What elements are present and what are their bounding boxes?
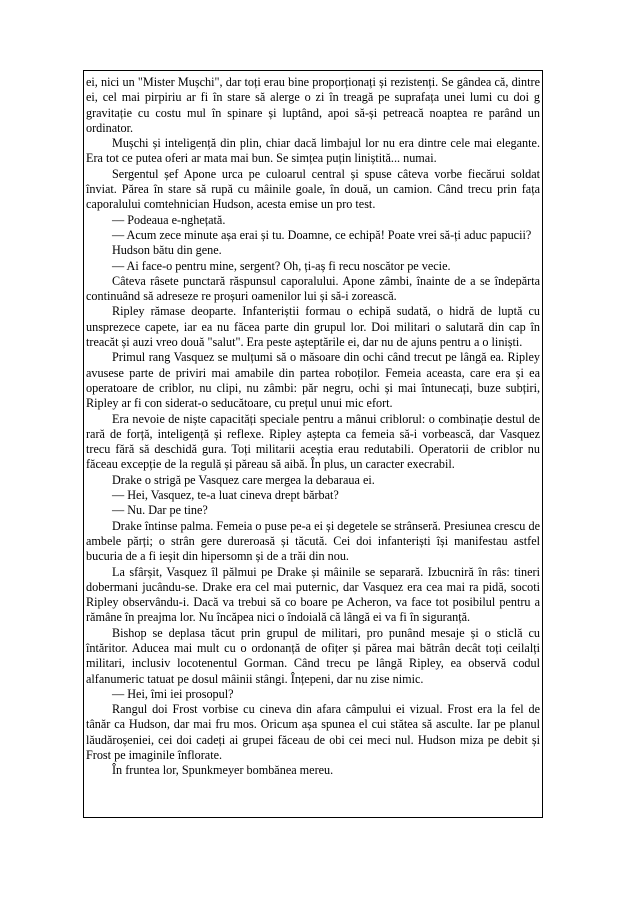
paragraph: În fruntea lor, Spunkmeyer bombănea mereu. bbox=[112, 763, 334, 778]
book-page bbox=[83, 70, 543, 818]
paragraph: Drake o strigă pe Vasquez care mergea la debaraua ei. bbox=[112, 472, 375, 487]
paragraph: Hudson bătu din gene. bbox=[112, 243, 222, 258]
paragraph: Bishop se deplasa tăcut prin grupul de militari, pro punând mesaje și o sticlă cu întăritor. Aducea mai mult cu o ordonanță de ofițer și părea mai bătrân decât toți ceilalți militari, inclusiv locotenentul Gorman. Când trecu pe lângă Ripley, ea observă codul alfanumeric tatuat pe dosul mâinii stângi. Înțepeni, dar nu zise nimic. bbox=[86, 625, 540, 686]
dialogue-line: ― Podeaua e-nghețată. bbox=[112, 212, 226, 227]
paragraph: La sfârșit, Vasquez îl pălmui pe Drake și mâinile se separară. Izbucniră în râs: tineri dobermani jucându-se. Drake era cel mai puternic, dar Vasquez era cea mai ra pidă, socoti Ripley observându-i. Dacă va trebui să co boare pe Acheron, va face tot posibilul pentru a rămâne în preajma lor. Nu încăpea nici o îndoială că lângă ei va fi în siguranță. bbox=[86, 564, 540, 625]
paragraph: Câteva râsete punctară răspunsul caporalului. Apone zâmbi, înainte de a se îndepărta continuând să adreseze re proșuri oamenilor lui și să-i zorească. bbox=[86, 273, 540, 304]
dialogue-line: ― Hei, Vasquez, te-a luat cineva drept bărbat? bbox=[112, 488, 339, 503]
paragraph: ei, nici un "Mister Mușchi", dar toți erau bine proporționați și rezistenți. Se gândea că, dintre ei, cel mai pirpiriu ar fi în stare să alerge o zi în treagă pe suprafața unei lumi cu doi g gravitație cu costu mul în spinare și luptând, apoi să-și petreacă noaptea re parând un ordinator. bbox=[86, 75, 540, 135]
paragraph: Mușchi și inteligență din plin, chiar dacă limbajul lor nu era dintre cele mai elegante. Era tot ce putea oferi ar mata mai bun. Se simțea puțin liniștită... numai. bbox=[86, 136, 540, 166]
paragraph: Ripley rămase deoparte. Infanteriștii formau o echipă sudată, o hidră de luptă cu unsprezece capete, iar ea nu făcea parte din grupul lor. Doi militari o salutară din cap în treacăt și auzi vreo două "salut". Era peste așteptările ei, dar nu de ajuns pentru a o liniști. bbox=[86, 304, 540, 350]
paragraph: Primul rang Vasquez se mulțumi să o măsoare din ochi când trecut pe lângă ea. Ripley avusese parte de priviri mai amabile din partea roboților. Femeia aceasta, care era și ea operatoare de criblor, nu clipi, nu zâmbi: păr negru, ochi și mai întunecați, buze subțiri, Ripley ar fi con siderat-o seducătoare, cu prețul unui mic efort. bbox=[86, 350, 540, 411]
paragraph: Sergentul șef Apone urca pe culoarul central și spuse câteva vorbe fiecărui soldat înviat. Părea în stare să rupă cu mâinile goale, în două, un camion. Când trecu prin fața caporalului comtehnician Hudson, acesta emise un pro test. bbox=[86, 166, 540, 212]
paragraph: Rangul doi Frost vorbise cu cineva din afara câmpului ei vizual. Frost era la fel de tânăr ca Hudson, dar mai fru mos. Oricum așa spunea el cui stătea să asculte. Iar pe planul lăudăroșeniei, cei doi cadeți ai grupei făceau de obi cei meci nul. Hudson miza pe debit și Frost pe imaginile înflorate. bbox=[86, 702, 540, 763]
dialogue-line: ― Acum zece minute așa erai și tu. Doamne, ce echipă! Poate vrei să-ți aduc papucii? bbox=[112, 227, 532, 242]
paragraph: Era nevoie de niște capacități speciale pentru a mânui criblorul: o combinație destul de rară de forță, inteligență și reflexe. Ripley aștepta ca femeia să-i vorbească, dar Vasquez trecu fără să deschidă gura. Toți militarii aceștia erau redutabili. Operatorii de criblor nu făceau excepție de la regulă și păreau să aibă. În plus, un caracter execrabil. bbox=[86, 411, 540, 472]
dialogue-line: ― Hei, îmi iei prosopul? bbox=[112, 686, 234, 701]
paragraph: Drake întinse palma. Femeia o puse pe-a ei și degetele se strânseră. Presiunea crescu de ambele părți; o strân gere dureroasă și tăcută. Cei doi infanteriști își manifestau astfel bucuria de a fi ieșit din hipersomn și de a trăi din nou. bbox=[86, 518, 540, 564]
dialogue-line: ― Ai face-o pentru mine, sergent? Oh, ți-aș fi recu noscător pe vecie. bbox=[112, 258, 451, 273]
dialogue-line: ― Nu. Dar pe tine? bbox=[112, 503, 208, 518]
